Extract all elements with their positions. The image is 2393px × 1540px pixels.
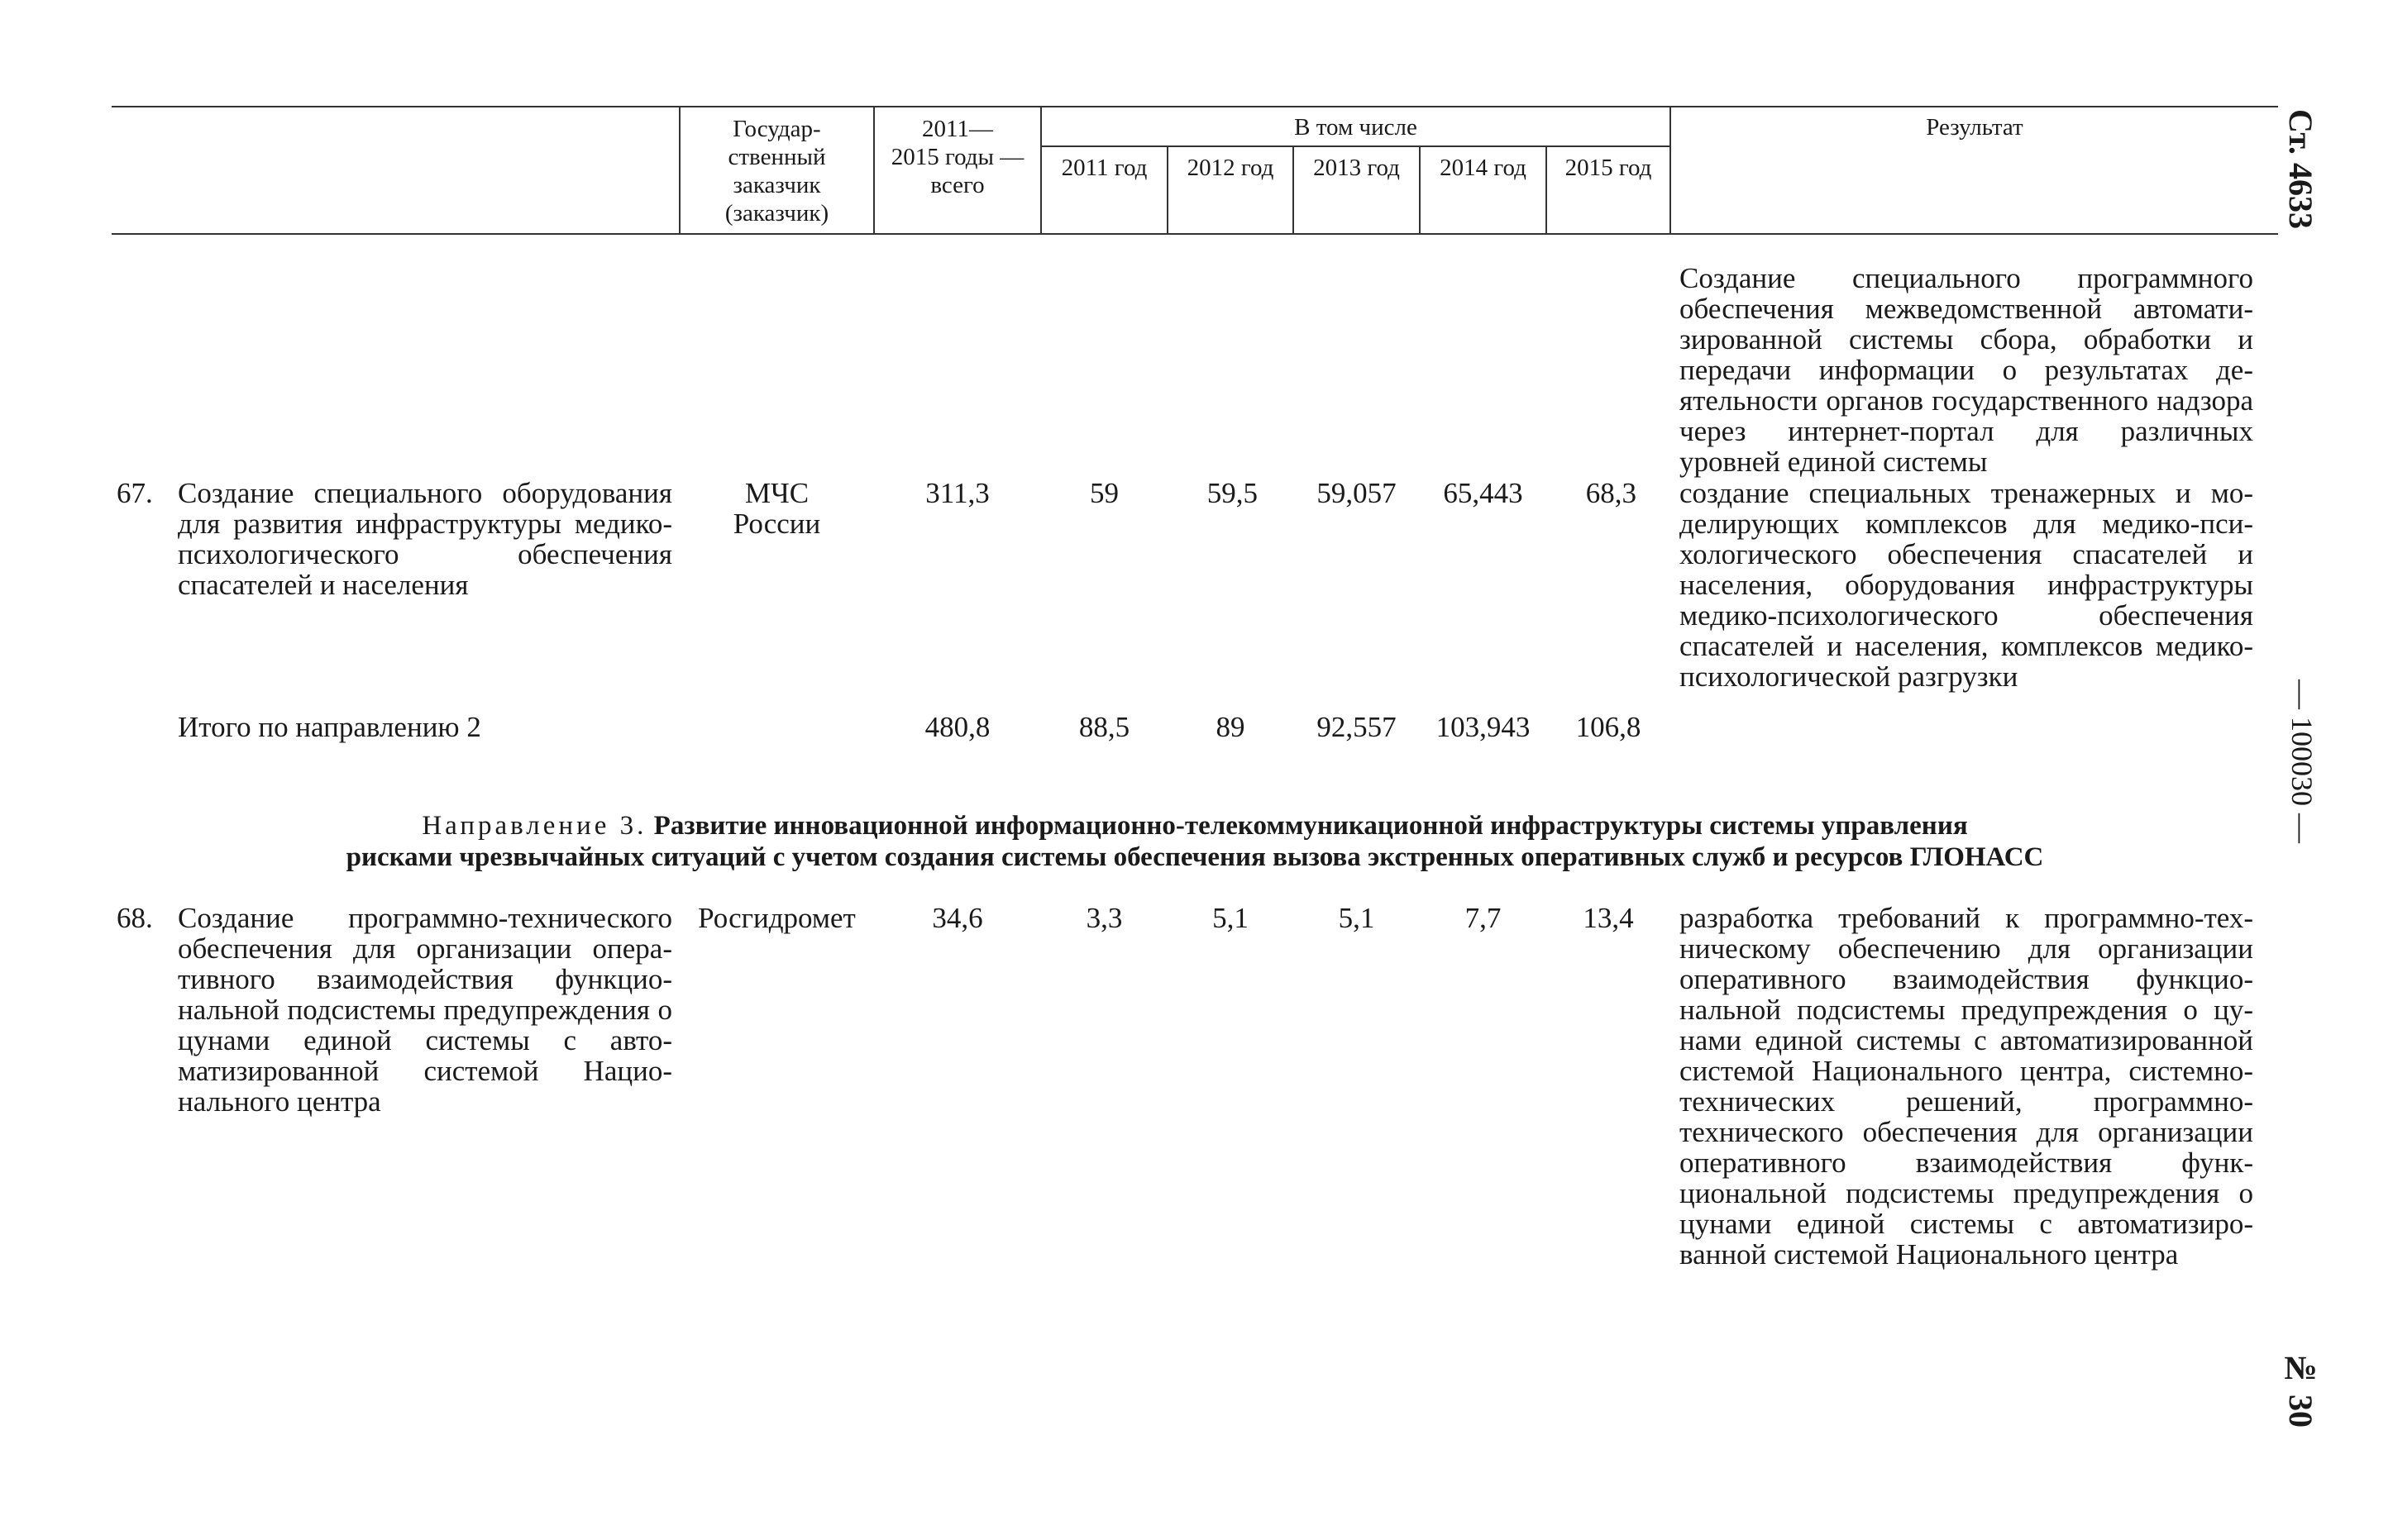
row-67-result: создание специальных тренажерных и моделирующих комплексов для медико-психологического обеспечения спасателей и населения, оборудования инфраструктуры медико-психологического обеспечения спасателей и населения, комплексов медико-психологической разгрузки [1679,477,2253,693]
side-page-number: Ст. 4633 [2282,109,2319,229]
header-year-2011: 2011 год [1061,155,1148,181]
header-customer-line: ственный [728,144,826,170]
header-top-rule [112,106,2278,107]
header-total-line: 2015 годы — [891,144,1025,170]
row-68-total: 34,6 [932,902,983,934]
header-total-line: 2011— [922,116,993,142]
side-document-code: — 100030 — [2286,679,2319,843]
row-67-customer-line: МЧС [744,477,810,509]
row-68-result: разработка требований к программно-техническому обеспечению для организации оперативного взаимодействия функциональной подсистемы предупреждения о цунами единой системы с автоматизированной системой Национального центра, системно-технических решений, программно-технического обеспечения для организации оперативного взаимодействия функциональной подсистемы предупреждения о цунами единой системы с автоматизированной системой Национального центра [1679,902,2253,1271]
row-67-customer-line: России [733,508,821,540]
header-result: Результат [1926,114,2023,141]
total-row-2015: 106,8 [1575,711,1641,743]
row-68-2015: 13,4 [1583,902,1634,934]
total-row-total: 480,8 [924,711,991,743]
header-year-2013: 2013 год [1313,155,1400,181]
total-row-2014: 103,943 [1435,711,1531,743]
header-customer [681,114,873,228]
row-68-customer: Росгидромет [698,902,856,934]
direction-3-prefix: Направление 3. [422,811,647,841]
total-row-label: Итого по направлению 2 [178,711,481,743]
header-customer-line: Государ- [733,116,821,142]
direction-3-line-1 [112,810,2278,842]
header-year-2014: 2014 год [1440,155,1526,181]
row-68-2013: 5,1 [1338,902,1375,934]
total-row-2012: 89 [1216,711,1245,743]
header-customer-line: заказчик [733,172,821,198]
direction-3-line-2 [112,842,2278,873]
continued-result-text: Создание специального программного обеспечения межведомственной автоматизированной системы сбора, обработки и передачи информации о результатах деятельности органов государственного надзора через интернет-портал для различных уровней единой системы [1679,262,2253,478]
total-row-2013: 92,557 [1316,711,1397,743]
row-68-2014: 7,7 [1464,902,1502,934]
header-total-line: всего [930,172,985,198]
row-67-2015: 68,3 [1585,477,1636,509]
row-68-2011: 3,3 [1086,902,1123,934]
header-customer-line: (заказчик) [724,200,829,226]
row-67-2014: 65,443 [1443,477,1523,509]
row-67-2011: 59 [1090,477,1119,509]
row-67-2013: 59,057 [1316,477,1397,509]
header-total [875,114,1040,200]
header-including: В том числе [1294,114,1417,141]
row-67-2012: 59,5 [1206,477,1258,509]
header-year-2012: 2012 год [1187,155,1274,181]
header-bottom-rule [112,233,2278,235]
row-68-2012: 5,1 [1212,902,1249,934]
direction-3-heading [112,810,2278,873]
row-68-name: Создание программно-технического обеспечения для организации оперативного взаимодействия функциональной подсистемы предупреждения о цунами единой системы с автоматизированной системой Национального центра [178,902,672,1118]
row-67-name: Создание специального оборудования для развития инфраструктуры медико-психологического обеспечения спасателей и населения [178,477,672,601]
total-row-2011: 88,5 [1078,711,1130,743]
row-67-customer [681,478,873,539]
side-issue-number: № 30 [2282,1349,2319,1428]
direction-3-title-part-2: рисками чрезвычайных ситуаций с учетом создания системы обеспечения вызова экстренных оперативных служб и ресурсов ГЛОНАСС [346,842,2044,872]
header-year-2015: 2015 год [1564,155,1652,181]
direction-3-title-part-1: Развитие инновационной информационно-телекоммуникационной инфраструктуры системы управления [653,811,1968,841]
row-67-total: 311,3 [925,477,990,509]
row-68-number: 68. [117,902,153,934]
years-subheader-rule [1040,145,1669,147]
row-67-number: 67. [117,477,153,509]
